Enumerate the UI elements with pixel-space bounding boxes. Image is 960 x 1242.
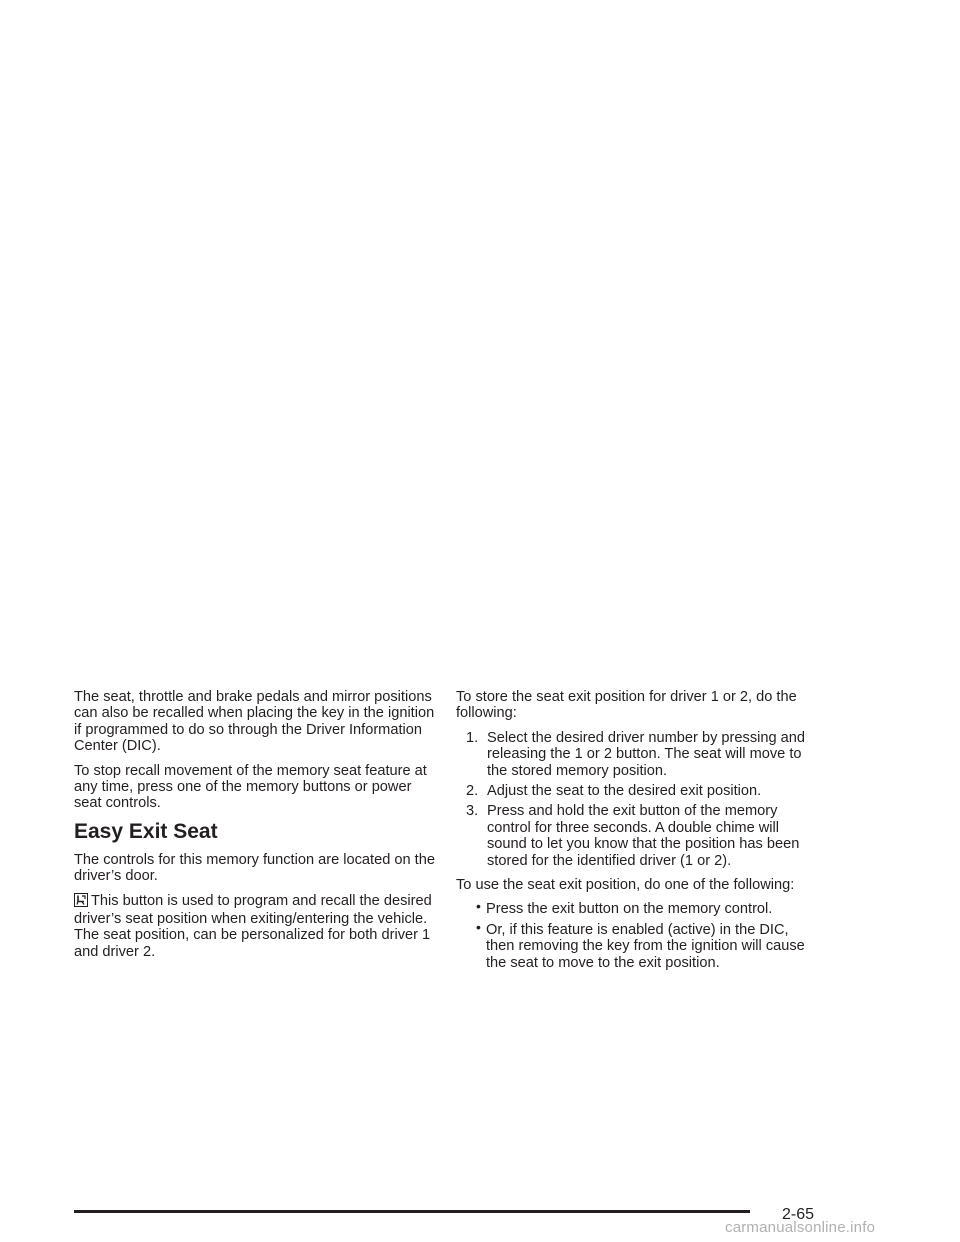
list-item xyxy=(456,783,818,799)
list-item xyxy=(456,918,818,971)
list-item xyxy=(456,898,818,918)
recall-paragraph: The seat, throttle and brake pedals and mirror positions can also be recalled when placing the key in the ignition if programmed to do so through the Driver Information Center (DIC). xyxy=(74,689,435,755)
section-heading: Easy Exit Seat xyxy=(74,819,218,843)
use-options xyxy=(456,898,818,971)
stop-recall-paragraph: To stop recall movement of the memory seat feature at any time, press one of the memory buttons or power seat controls. xyxy=(74,762,427,812)
bullet-text: Press the exit button on the memory control. xyxy=(486,901,773,918)
step-text: Select the desired driver number by pressing and releasing the 1 or 2 button. The seat will move to the stored memory position. xyxy=(487,729,805,779)
use-intro: To use the seat exit position, do one of the following: xyxy=(456,877,795,894)
step-number: 2. xyxy=(466,783,479,800)
step-text: Adjust the seat to the desired exit position. xyxy=(487,783,762,800)
exit-button-text: This button is used to program and recall the desired driver’s seat position when exiting/entering the vehicle. The seat position, can be personalized for both driver 1 and driver 2. xyxy=(74,892,432,960)
left-column xyxy=(74,689,436,960)
bullet-text: Or, if this feature is enabled (active) in the DIC, then removing the key from the ignition will cause the seat to move to the exit position. xyxy=(486,921,805,971)
watermark-text: carmanualsonline.info xyxy=(725,1219,876,1236)
exit-button-paragraph xyxy=(74,893,436,961)
bullet-icon: • xyxy=(476,898,481,915)
page-number: 2-65 xyxy=(782,1206,815,1223)
list-item xyxy=(456,803,818,869)
controls-location-paragraph: The controls for this memory function are located on the driver’s door. xyxy=(74,851,435,885)
bullet-icon: • xyxy=(476,918,481,935)
footer-rule xyxy=(74,1210,750,1213)
store-intro: To store the seat exit position for driver 1 or 2, do the following: xyxy=(456,689,797,722)
right-column xyxy=(456,689,818,975)
step-number: 1. xyxy=(466,729,479,746)
step-text: Press and hold the exit button of the memory control for three seconds. A double chime will sound to let you know that the position has been stored for the identified driver (1 or 2). xyxy=(487,803,800,869)
step-number: 3. xyxy=(466,803,479,820)
store-steps xyxy=(456,730,818,869)
easy-exit-seat-icon xyxy=(74,893,88,911)
list-item xyxy=(456,730,818,779)
